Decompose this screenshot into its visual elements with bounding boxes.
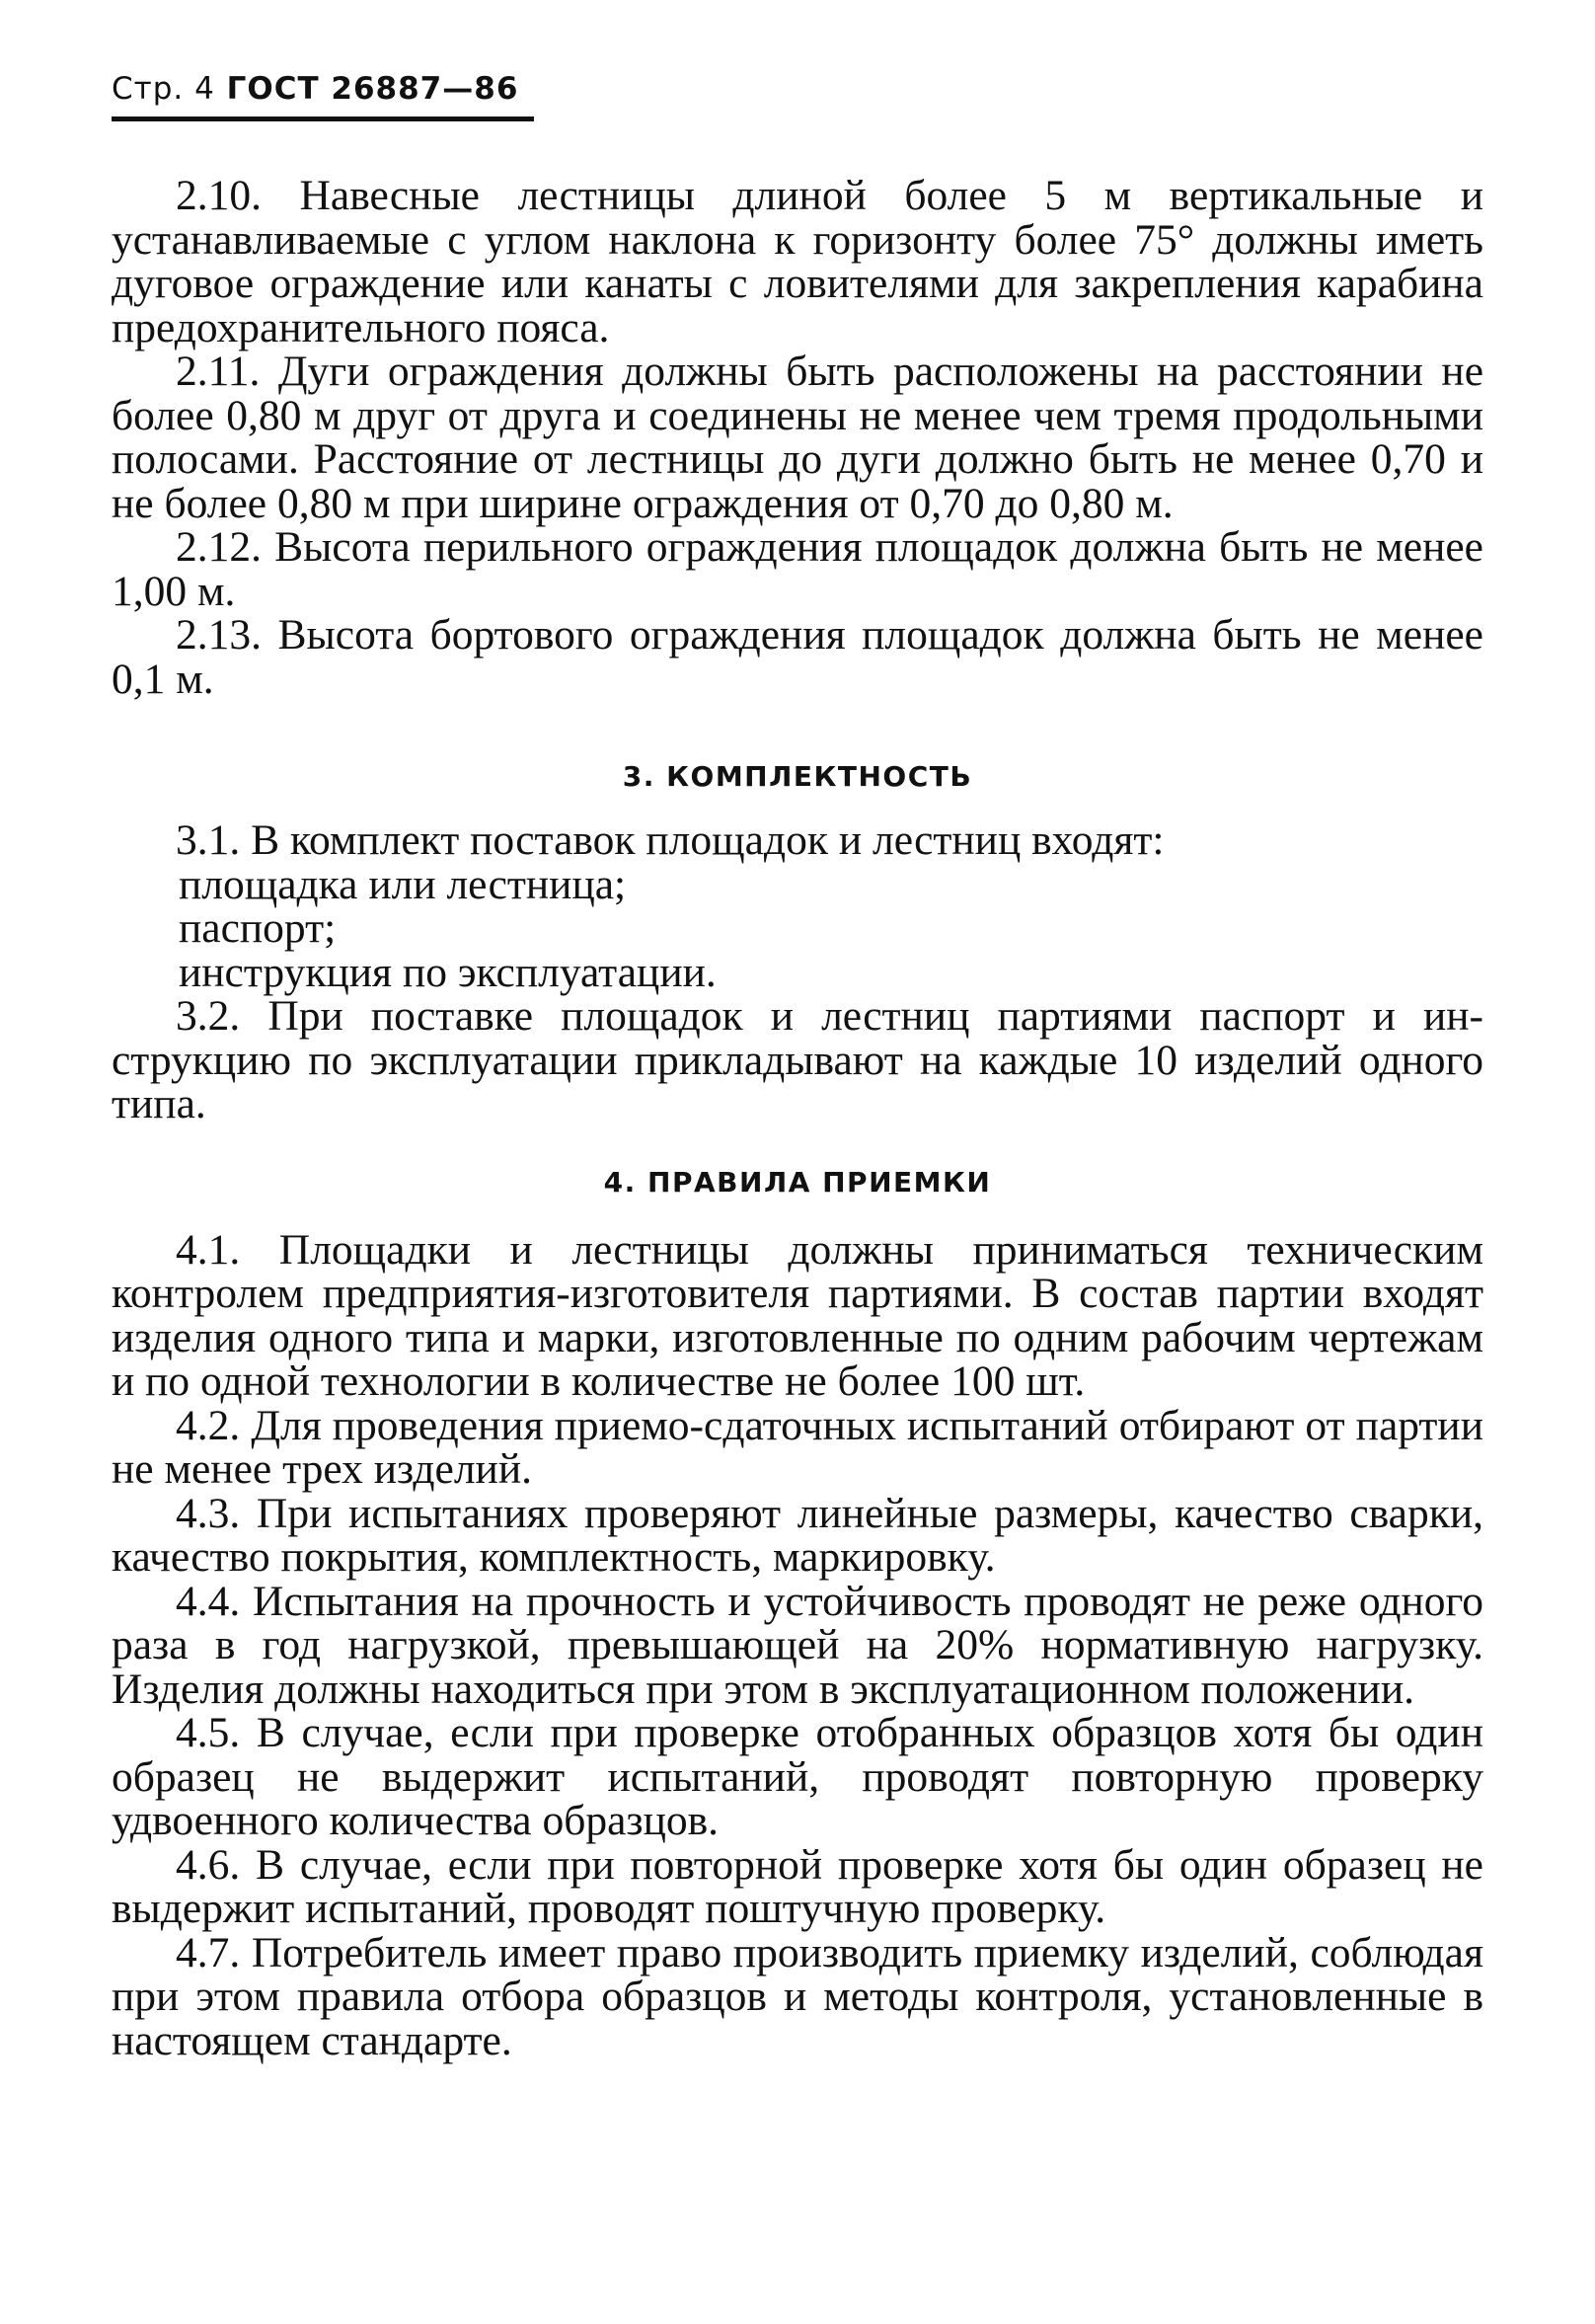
section-3-heading: 3. КОМПЛЕКТНОСТЬ [622,760,973,793]
section-4-heading: 4. ПРАВИЛА ПРИЕМКИ [603,1165,992,1199]
page-number: Стр. 4 [112,71,215,107]
paragraph-3-1: 3.1. В комплект поставок площадок и лестниц входят: [176,816,1165,864]
paragraph-4-6: 4.6. В случае, если при повторной проверке хотя бы один образец не выдержит испытаний, проводят поштучную проверку. [112,1840,1483,1932]
header-text [112,69,536,109]
paragraph-2-13: 2.13. Высота бортового ограждения площадок должна быть не менее 0,1 м. [112,611,1483,703]
paragraph-2-12: 2.12. Высота перильного ограждения площадок должна быть не менее 1,00 м. [112,523,1483,615]
document-body [112,174,1483,2062]
paragraph-2-10: 2.10. Навесные лестницы длиной более 5 м вертикальные и устанавливаемые с углом наклона к горизонту более 75° должны иметь дуговое ограждение или канаты с ловителями для закрепления карабина предохранительного пояса. [112,172,1483,351]
paragraph-2-11: 2.11. Дуги ограждения должны быть расположены на расстоянии не более 0,80 м друг от друга и соединены не менее чем тремя продольными полосами. Расстояние от лестницы до дуги должно быть не менее 0,70 и не более 0,80 м при ширине ограждения от 0,70 до 0,80 м. [112,348,1483,527]
document-id: ГОСТ 26887—86 [226,71,519,107]
paragraph-4-4: 4.4. Испытания на прочность и устойчивость проводят не реже одного раза в год нагрузкой, превышающей на 20% нормативную нагрузку. Изделия должны находиться при этом в эксплуатационном положении. [112,1577,1483,1713]
list-item: инструкция по эксплуатации. [179,948,717,996]
list-item: площадка или лестница; [179,860,627,908]
paragraph-4-2: 4.2. Для проведения приемо-сдаточных испытаний отбирают от партии не менее трех изделий. [112,1401,1483,1493]
list-item: паспорт; [179,904,337,952]
header-rule [112,116,534,121]
paragraph-3-2: 3.2. При поставке площадок и лестниц партиями паспорт и инструкцию по эксплуатации прикладывают на каждые 10 изделий одного типа. [112,992,1483,1127]
paragraph-4-1: 4.1. Площадки и лестницы должны приниматься техническим контролем предприятия-изготовителя партиями. В состав партии входят изделия одного типа и марки, изготовленные по одним рабочим чертежам и по одной технологии в количестве не более 100 шт. [112,1225,1483,1405]
page-header [112,69,536,109]
paragraph-4-3: 4.3. При испытаниях проверяют линейные размеры, качество сварки, качество покрытия, комплектность, маркировку. [112,1489,1483,1581]
paragraph-4-7: 4.7. Потребитель имеет право производить приемку изделий, соблюдая при этом правила отбора образцов и методы контроля, установленные в настоящем стандарте. [112,1928,1483,2064]
paragraph-4-5: 4.5. В случае, если при проверке отобранных образцов хотя бы один образец не выдержит испытаний, проводят повторную проверку удвоенного количества образцов. [112,1709,1483,1844]
